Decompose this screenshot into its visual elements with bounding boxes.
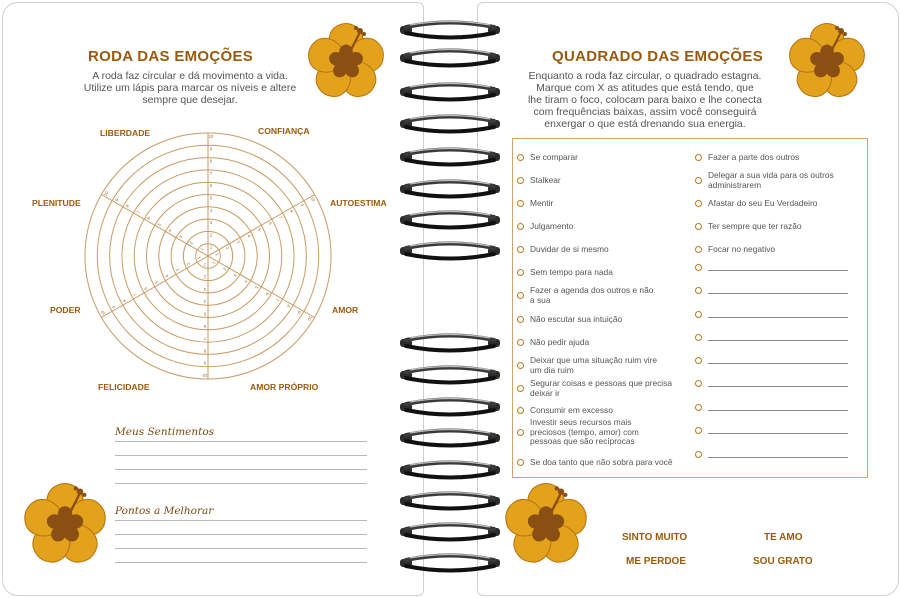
checklist-item[interactable]: Mentir <box>517 199 682 209</box>
wheel-scale-number: 7 <box>209 170 213 176</box>
wheel-scale-number: 1 <box>199 246 205 252</box>
wheel-spoke <box>101 195 208 257</box>
wheel-scale-number: 7 <box>278 214 284 220</box>
phrase-me-perdoe: ME PERDOE <box>626 556 687 567</box>
wheel-scale-number: 7 <box>275 297 281 303</box>
wheel-scale-number: 2 <box>203 274 207 280</box>
wheel-scale-number: 8 <box>203 348 207 354</box>
wheel-scale-number: 2 <box>209 232 213 238</box>
writing-line[interactable] <box>115 548 367 549</box>
blank-checklist-item[interactable] <box>695 427 848 434</box>
wheel-scale-number: 3 <box>209 220 213 226</box>
wheel-scale-number: 3 <box>177 234 184 240</box>
checkbox-circle[interactable] <box>517 407 524 414</box>
wheel-label-amor-proprio: AMOR PRÓPRIO <box>250 382 319 392</box>
wheel-scale-number: 3 <box>235 239 242 245</box>
checkbox-circle[interactable] <box>695 246 702 253</box>
writing-line[interactable] <box>115 534 367 535</box>
wheel-title: RODA DAS EMOÇÕES <box>88 48 254 65</box>
wheel-spoke <box>208 195 315 257</box>
wheel-scale-number: 6 <box>264 291 271 297</box>
writing-line[interactable] <box>115 483 367 484</box>
hibiscus-flower-icon <box>787 22 867 102</box>
wheel-scale-number: 9 <box>296 309 303 315</box>
wheel-spoke <box>208 256 315 318</box>
checkbox-circle[interactable] <box>517 154 524 161</box>
wheel-scale-number: 8 <box>121 298 128 304</box>
phrase-te-amo: TE AMO <box>764 532 803 543</box>
wheel-scale-number: 3 <box>174 267 181 273</box>
blank-line[interactable] <box>708 293 848 294</box>
wheel-scale-number: 10 <box>99 309 107 317</box>
wheel-scale-number: 5 <box>209 195 213 201</box>
checklist-item[interactable]: Duvidar de si mesmo <box>517 245 682 255</box>
checkbox-circle[interactable] <box>517 362 524 369</box>
hibiscus-flower-icon <box>306 22 386 102</box>
wheel-scale-number: 1 <box>196 255 202 261</box>
checkbox-circle[interactable] <box>517 459 524 466</box>
checkbox-circle[interactable] <box>695 154 702 161</box>
writing-line[interactable] <box>115 520 367 521</box>
wheel-scale-number: 8 <box>209 158 213 164</box>
wheel-scale-number: 8 <box>288 208 295 214</box>
checklist-item[interactable]: Focar no negativo <box>695 245 860 255</box>
wheel-scale-number: 6 <box>203 323 207 329</box>
checklist-item[interactable]: Não escutar sua intuição <box>517 315 682 325</box>
hibiscus-flower-icon <box>22 482 108 568</box>
checkbox-circle[interactable] <box>695 357 702 364</box>
wheel-scale-number: 5 <box>153 280 160 285</box>
wheel-label-felicidade: FELICIDADE <box>98 382 150 392</box>
checklist-item[interactable]: Não pedir ajuda <box>517 338 682 348</box>
wheel-scale-number: 1 <box>211 260 217 266</box>
wheel-scale-number: 1 <box>209 244 213 250</box>
wheel-scale-number: 6 <box>142 286 149 291</box>
checklist-item[interactable]: Investir seus recursos mais preciosos (tempo, amor) com pessoas que são recíprocas <box>517 418 667 447</box>
checkbox-circle[interactable] <box>695 334 702 341</box>
checkbox-circle[interactable] <box>695 223 702 230</box>
wheel-scale-number: 3 <box>232 272 239 278</box>
wheel-scale-number: 9 <box>110 304 117 310</box>
wheel-scale-number: 10 <box>309 195 317 203</box>
blank-checklist-item[interactable] <box>695 357 848 364</box>
checklist-item[interactable]: Afastar do seu Eu Verdadeiro <box>695 199 860 209</box>
wheel-label-plenitude: PLENITUDE <box>32 198 81 208</box>
wheel-label-confianca: CONFIANÇA <box>258 126 310 136</box>
wheel-scale-number: 1 <box>214 251 220 257</box>
wheel-scale-number: 3 <box>203 286 207 292</box>
checklist-item[interactable]: Fazer a agenda dos outros e não a sua <box>517 286 657 305</box>
checkbox-circle[interactable] <box>517 292 524 299</box>
meus-sentimentos-heading: Meus Sentimentos <box>115 426 215 438</box>
writing-line[interactable] <box>115 469 367 470</box>
checklist-item[interactable]: Segurar coisas e pessoas que precisa deixar ir <box>517 379 672 398</box>
checkbox-circle[interactable] <box>695 451 702 458</box>
blank-checklist-item[interactable] <box>695 380 848 387</box>
wheel-scale-number: 2 <box>185 261 191 267</box>
writing-line[interactable] <box>115 455 367 456</box>
blank-line[interactable] <box>708 270 848 271</box>
wheel-scale-number: 10 <box>202 373 208 378</box>
blank-line[interactable] <box>708 340 848 341</box>
checkbox-circle[interactable] <box>517 339 524 346</box>
blank-checklist-item[interactable] <box>695 404 848 411</box>
wheel-label-liberdade: LIBERDADE <box>100 128 151 138</box>
checkbox-circle[interactable] <box>517 385 524 392</box>
wheel-scale-number: 10 <box>102 190 110 197</box>
checkbox-circle[interactable] <box>695 404 702 411</box>
wheel-scale-number: 2 <box>225 245 231 251</box>
hibiscus-flower-icon <box>503 482 589 568</box>
phrase-sou-grato: SOU GRATO <box>753 556 813 567</box>
blank-checklist-item[interactable] <box>695 334 848 341</box>
blank-line[interactable] <box>708 317 848 318</box>
wheel-scale-number: 4 <box>209 207 213 213</box>
wheel-scale-number: 5 <box>256 227 263 232</box>
phrase-sinto-muito: SINTO MUITO <box>622 532 688 543</box>
checkbox-circle[interactable] <box>695 264 702 271</box>
checkbox-circle[interactable] <box>517 269 524 276</box>
wheel-scale-number: 7 <box>135 209 141 215</box>
checkbox-circle[interactable] <box>695 311 702 318</box>
wheel-scale-number: 10 <box>306 315 314 322</box>
square-intro: Enquanto a roda faz circular, o quadrado estagna. Marque com X as atitudes que está tendo, que lhe tiram o foco, colocam para baixo e lhe conecta com frequências baixas, assim você conseguirá enxergar o que está drenando sua energia. <box>527 70 763 130</box>
blank-line[interactable] <box>708 363 848 364</box>
blank-checklist-item[interactable] <box>695 451 848 458</box>
wheel-scale-number: 9 <box>113 197 120 203</box>
wheel-scale-number: 4 <box>246 233 252 239</box>
checklist-item[interactable]: Ter sempre que ter razão <box>695 222 860 232</box>
checkbox-circle[interactable] <box>517 316 524 323</box>
wheel-scale-number: 7 <box>132 292 138 298</box>
checklist-item[interactable]: Stalkear <box>517 176 682 186</box>
blank-line[interactable] <box>708 410 848 411</box>
wheel-scale-number: 2 <box>188 240 194 246</box>
checklist-item[interactable]: Consumir em excesso <box>517 406 682 416</box>
wheel-scale-number: 9 <box>209 146 213 152</box>
wheel-scale-number: 6 <box>145 215 152 221</box>
wheel-scale-number: 4 <box>243 279 249 284</box>
blank-checklist-item[interactable] <box>695 311 848 318</box>
blank-line[interactable] <box>708 457 848 458</box>
wheel-scale-number: 4 <box>167 228 173 233</box>
checklist-item[interactable]: Sem tempo para nada <box>517 268 682 278</box>
blank-line[interactable] <box>708 386 848 387</box>
checklist-item[interactable]: Deixar que uma situação ruim vire um dia ruim <box>517 356 662 375</box>
wheel-scale-number: 2 <box>222 266 228 272</box>
checkbox-circle[interactable] <box>695 380 702 387</box>
blank-checklist-item[interactable] <box>695 287 848 294</box>
wheel-scale-number: 6 <box>267 221 274 226</box>
checkbox-circle[interactable] <box>517 200 524 207</box>
wheel-label-amor: AMOR <box>332 305 359 315</box>
checkbox-circle[interactable] <box>517 177 524 184</box>
wheel-scale-number: 9 <box>203 360 207 366</box>
checklist-item[interactable]: Fazer a parte dos outros <box>695 153 860 163</box>
checkbox-circle[interactable] <box>517 429 524 436</box>
wheel-scale-number: 7 <box>203 336 207 342</box>
checklist-item[interactable]: Julgamento <box>517 222 682 232</box>
wheel-scale-number: 5 <box>203 311 207 317</box>
wheel-scale-number: 10 <box>208 134 214 139</box>
checkbox-circle[interactable] <box>517 246 524 253</box>
wheel-spoke <box>101 256 208 318</box>
checkbox-circle[interactable] <box>517 223 524 230</box>
writing-line[interactable] <box>115 441 367 442</box>
pontos-a-melhorar-heading: Pontos a Melhorar <box>115 505 214 517</box>
wheel-scale-number: 1 <box>203 262 207 268</box>
wheel-scale-number: 5 <box>253 285 260 290</box>
checkbox-circle[interactable] <box>695 427 702 434</box>
checklist-item[interactable]: Se comparar <box>517 153 682 163</box>
checklist-item[interactable]: Delegar a sua vida para os outros administrarem <box>695 171 845 190</box>
wheel-label-autoestima: AUTOESTIMA <box>330 198 387 208</box>
wheel-scale-number: 5 <box>156 222 163 227</box>
checklist-item[interactable]: Se doa tanto que não sobra para você <box>517 458 692 468</box>
wheel-scale-number: 6 <box>209 183 213 189</box>
checkbox-circle[interactable] <box>695 287 702 294</box>
blank-line[interactable] <box>708 433 848 434</box>
wheel-scale-number: 4 <box>203 299 207 305</box>
wheel-label-poder: PODER <box>50 305 81 315</box>
wheel-scale-number: 4 <box>164 273 170 279</box>
wheel-scale-number: 8 <box>124 203 131 209</box>
wheel-intro: A roda faz circular e dá movimento a vida. Utilize um lápis para marcar os níveis e altere sempre que desejar. <box>83 70 297 106</box>
wheel-scale-number: 9 <box>299 202 306 208</box>
checkbox-circle[interactable] <box>695 200 702 207</box>
writing-line[interactable] <box>115 562 367 563</box>
square-title: QUADRADO DAS EMOÇÕES <box>552 48 764 65</box>
checkbox-circle[interactable] <box>695 177 702 184</box>
blank-checklist-item[interactable] <box>695 264 848 271</box>
wheel-scale-number: 8 <box>285 303 292 309</box>
